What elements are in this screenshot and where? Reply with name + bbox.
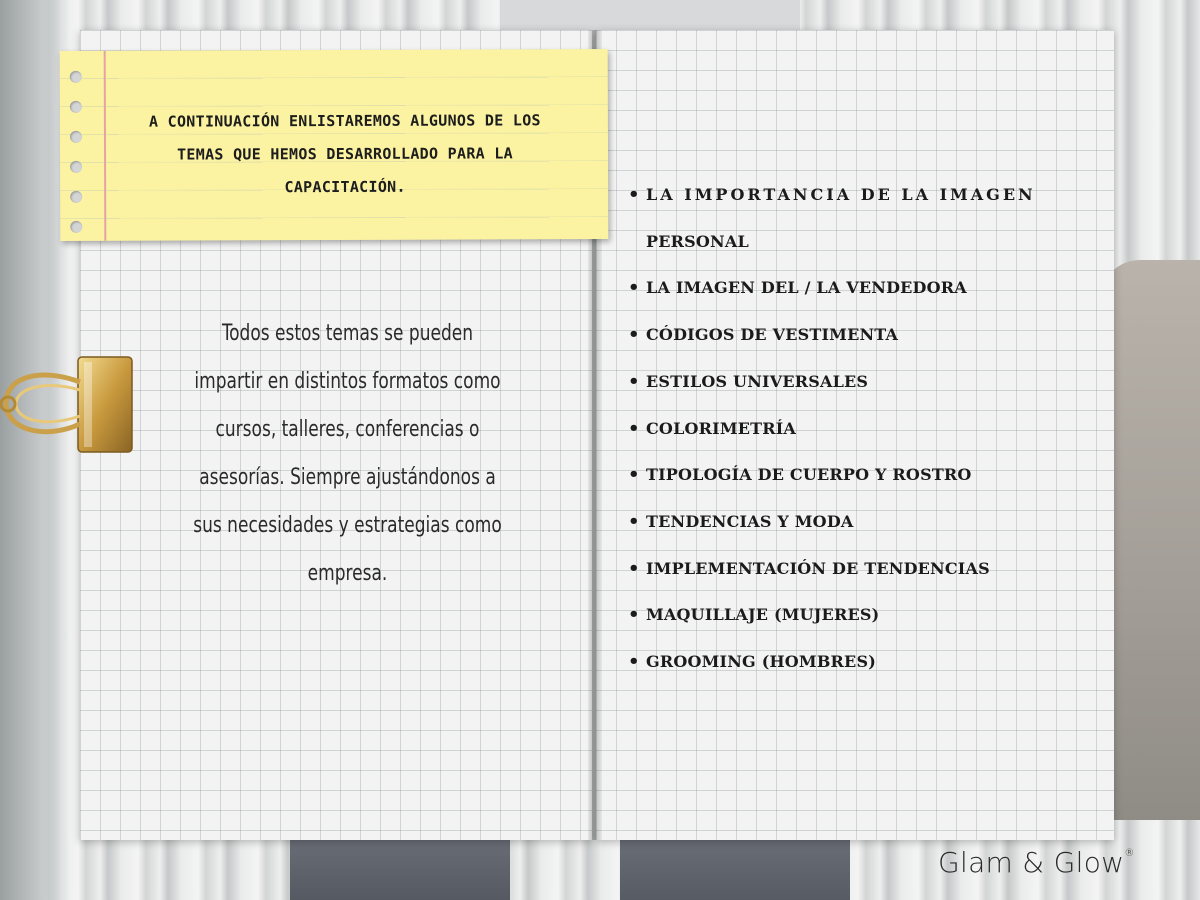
list-item-label: LA IMPORTANCIA DE LA IMAGEN (646, 185, 1036, 204)
intro-paragraph: Todos estos temas se pueden impartir en distintos formatos como cursos, talleres, conferencias o asesorías. Siempre ajustándonos a sus necesidades y estrategias como empresa. (193, 321, 502, 586)
list-item: • TENDENCIAS Y MODA (628, 499, 1088, 546)
list-item: • CÓDIGOS DE VESTIMENTA (628, 312, 1088, 359)
list-item-label-continued: PERSONAL (646, 231, 749, 251)
background-person (1100, 260, 1200, 820)
list-item: • LA IMAGEN DEL / LA VENDEDORA (628, 265, 1088, 312)
note-heading: A CONTINUACIÓN ENLISTAREMOS ALGUNOS DE LOS TEMAS QUE HEMOS DESARROLLADO PARA LA CAPACITACIÓN. (148, 111, 541, 197)
list-item: • TIPOLOGÍA DE CUERPO Y ROSTRO (628, 452, 1088, 499)
list-item: • ESTILOS UNIVERSALES (628, 359, 1088, 406)
list-item: • IMPLEMENTACIÓN DE TENDENCIAS (628, 546, 1088, 593)
binder-clip-icon (0, 352, 135, 457)
list-item: • GROOMING (HOMBRES) (628, 639, 1088, 686)
brand-logo (938, 846, 1135, 879)
background-legs-right (620, 830, 850, 900)
background-legs-left (290, 830, 510, 900)
sticky-note (60, 49, 609, 241)
list-item: • MAQUILLAJE (MUJERES) (628, 592, 1088, 639)
list-item (628, 172, 1088, 265)
brand-name: Glam & Glow (938, 846, 1125, 879)
note-margin-line (104, 51, 107, 241)
list-item: • COLORIMETRÍA (628, 406, 1088, 453)
registered-mark: ® (1124, 848, 1135, 859)
note-torn-edge (70, 71, 91, 231)
topics-list (628, 172, 1088, 686)
